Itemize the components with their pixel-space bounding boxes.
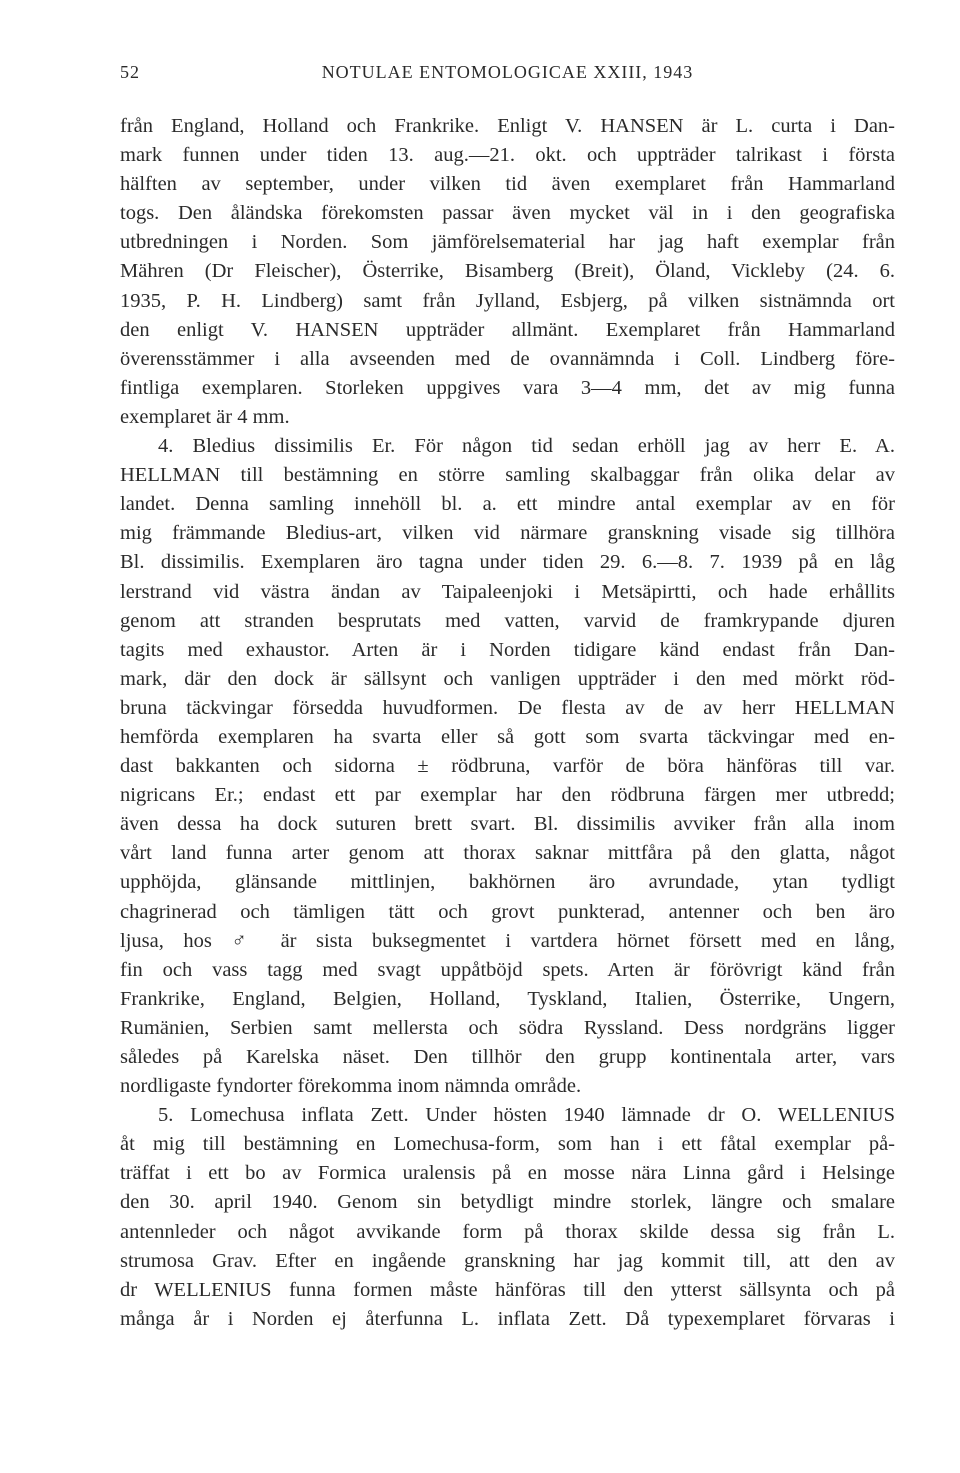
text-line: hälften av september, under vilken tid även exemplaret från Hammarland xyxy=(120,173,895,196)
text-line: åt mig till bestämning en Lomechusa-form, som han i ett fåtal exemplar på- xyxy=(120,1133,895,1156)
text-line: mig främmande Bledius-art, vilken vid närmare granskning visade sig tillhöra xyxy=(120,522,895,545)
text-line: tagits med exhaustor. Arten är i Norden tidigare känd endast från Dan- xyxy=(120,638,895,661)
text-line: 1935, P. H. Lindberg) samt från Jylland, Esbjerg, på vilken sistnämnda ort xyxy=(120,289,895,312)
text-line: exemplaret är 4 mm. xyxy=(120,405,290,428)
text-line: många år i Norden ej återfunna L. inflata Zett. Då typexemplaret förvaras i xyxy=(120,1307,895,1330)
text-line: HELLMAN till bestämning en större samling skalbaggar från olika delar av xyxy=(120,464,895,487)
text-line: vårt land funna arter genom att thorax saknar mittfåra på den glatta, något xyxy=(120,842,895,865)
page-header xyxy=(120,62,895,88)
text-line: mark, där den dock är sällsynt och vanligen uppträder i den med mörkt röd- xyxy=(120,667,895,690)
text-line: dr WELLENIUS funna formen måste hänföras till den ytterst sällsynta och på xyxy=(120,1278,895,1301)
text-line: chagrinerad och tämligen tätt och grovt punkterad, antenner och ben äro xyxy=(120,900,895,923)
running-title: NOTULAE ENTOMOLOGICAE XXIII, 1943 xyxy=(321,62,694,82)
text-line: den 30. april 1940. Genom sin betydligt mindre storlek, längre och smalare xyxy=(120,1191,895,1214)
text-line: från England, Holland och Frankrike. Enligt V. HANSEN är L. curta i Dan- xyxy=(120,115,895,137)
text-line: träffat i ett bo av Formica uralensis på en mosse nära Linna gård i Helsinge xyxy=(120,1162,895,1185)
text-line: bruna täckvingar försedda huvudformen. De flesta av de av herr HELLMAN xyxy=(120,696,895,719)
text-line: fin och vass tagg med svagt uppåtböjd spets. Arten är förövrigt känd från xyxy=(120,958,895,981)
text-line: nordligaste fyndorter förekomma inom nämnda område. xyxy=(120,1075,582,1098)
text-line: mark funnen under tiden 13. aug.—21. okt. och uppträder talrikast i första xyxy=(120,144,895,167)
text-line: hemförda exemplaren ha svarta eller så gott som svarta täckvingar med en- xyxy=(120,725,895,748)
text-line: nigricans Er.; endast ett par exemplar har den rödbruna färgen mer utbredd; xyxy=(120,784,895,807)
text-line: även dessa ha dock suturen brett svart. Bl. dissimilis avviker från alla inom xyxy=(120,813,895,836)
text-line: strumosa Grav. Efter en ingående granskning har jag kommit till, att den av xyxy=(120,1249,895,1272)
text-line: togs. Den åländska förekomsten passar även mycket väl in i den geografiska xyxy=(120,202,895,225)
body-text xyxy=(120,112,895,1334)
text-line: antennleder och något avvikande form på thorax skilde dessa sig från L. xyxy=(120,1220,895,1243)
text-line: upphöjda, glänsande mittlinjen, bakhörnen äro avrundade, ytan tydligt xyxy=(120,871,895,894)
page-number: 52 xyxy=(120,62,140,82)
text-line: Mähren (Dr Fleischer), Österrike, Bisamberg (Breit), Öland, Vickleby (24. 6. xyxy=(120,260,895,283)
text-line: landet. Denna samling innehöll bl. a. ett mindre antal exemplar av en för xyxy=(120,493,895,516)
text-line: lerstrand vid västra ändan av Taipaleenjoki i Metsäpirtti, och hade erhållits xyxy=(120,580,895,603)
text-line: Bl. dissimilis. Exemplaren äro tagna under tiden 29. 6.—8. 7. 1939 på en låg xyxy=(120,551,895,574)
text-line: utbredningen i Norden. Som jämförelsematerial har jag haft exemplar från xyxy=(120,231,895,254)
text-line: Rumänien, Serbien samt mellersta och södra Ryssland. Dess nordgräns ligger xyxy=(120,1016,895,1039)
text-line: 4. Bledius dissimilis Er. För någon tid sedan erhöll jag av herr E. A. xyxy=(158,435,895,458)
text-line: ljusa, hos ♂ är sista buksegmentet i vartdera hörnet försett med en lång, xyxy=(120,929,895,952)
text-line: Frankrike, England, Belgien, Holland, Tyskland, Italien, Österrike, Ungern, xyxy=(120,987,895,1010)
text-line: dast bakkanten och sidorna ± rödbruna, varför de böra hänföras till var. xyxy=(120,755,895,778)
text-line: genom att stranden besprutats med vatten, varvid de framkrypande djuren xyxy=(120,609,895,632)
text-line: således på Karelska näset. Den tillhör den grupp kontinentala arter, vars xyxy=(120,1046,895,1068)
text-line: överensstämmer i alla avseenden med de ovannämnda i Coll. Lindberg före- xyxy=(120,347,895,370)
text-line: 5. Lomechusa inflata Zett. Under hösten 1940 lämnade dr O. WELLENIUS xyxy=(158,1104,895,1127)
text-line: den enligt V. HANSEN uppträder allmänt. Exemplaret från Hammarland xyxy=(120,318,895,341)
text-line: fintliga exemplaren. Storleken uppgives vara 3—4 mm, det av mig funna xyxy=(120,376,895,399)
